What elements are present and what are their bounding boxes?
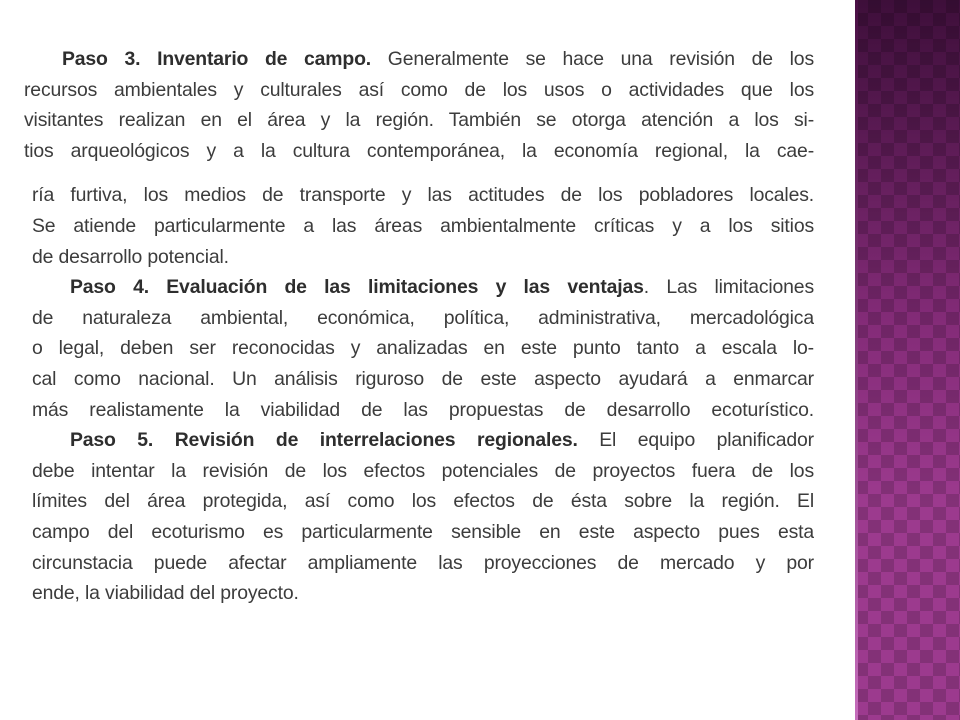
- heading-paso-5: Paso 5. Revisión de interrelaciones regionales.: [70, 429, 578, 452]
- lower-block: [32, 180, 814, 608]
- heading-paso-3: Paso 3. Inventario de campo.: [62, 48, 372, 70]
- text-line: ría furtiva, los medios de transporte y las actitudes de los pobladores locales.: [32, 184, 814, 207]
- text-line: Paso 5. Revisión de interrelaciones regionales. El equipo planificador: [70, 429, 814, 452]
- text-line: límites del área protegida, así como los efectos de ésta sobre la región. El: [32, 490, 814, 513]
- text-line: de desarrollo potencial.: [32, 245, 229, 268]
- heading-paso-4: Paso 4. Evaluación de las limitaciones y las ventajas: [70, 276, 644, 299]
- text-line: Paso 4. Evaluación de las limitaciones y las ventajas. Las limitaciones: [70, 276, 814, 299]
- text-line: circunstacia puede afectar ampliamente las proyecciones de mercado y por: [32, 551, 814, 574]
- text-line: visitantes realizan en el área y la región. También se otorga atención a los si-: [24, 109, 814, 132]
- text-line: Paso 3. Inventario de campo. Generalmente se hace una revisión de los: [62, 48, 814, 70]
- scanned-text-image: [24, 44, 814, 609]
- text-line: tios arqueológicos y a la cultura contemporánea, la economía regional, la cae-: [24, 139, 814, 162]
- text-line: de naturaleza ambiental, económica, política, administrativa, mercadológica: [32, 306, 814, 329]
- text-line: ende, la viabilidad del proyecto.: [32, 582, 299, 605]
- decorative-side-band: [855, 0, 960, 720]
- text-line: Se atiende particularmente a las áreas ambientalmente críticas y a los sitios: [32, 214, 814, 237]
- scan-seam: [24, 166, 814, 180]
- text-line: más realistamente la viabilidad de las propuestas de desarrollo ecoturístico.: [32, 398, 814, 421]
- text-line: recursos ambientales y culturales así como de los usos o actividades que los: [24, 78, 814, 101]
- text-line: o legal, deben ser reconocidas y analizadas en este punto tanto a escala lo-: [32, 337, 814, 360]
- text-line: cal como nacional. Un análisis riguroso de este aspecto ayudará a enmarcar: [32, 367, 814, 390]
- text-line: campo del ecoturismo es particularmente sensible en este aspecto pues esta: [32, 520, 814, 543]
- text-line: debe intentar la revisión de los efectos potenciales de proyectos fuera de los: [32, 459, 814, 482]
